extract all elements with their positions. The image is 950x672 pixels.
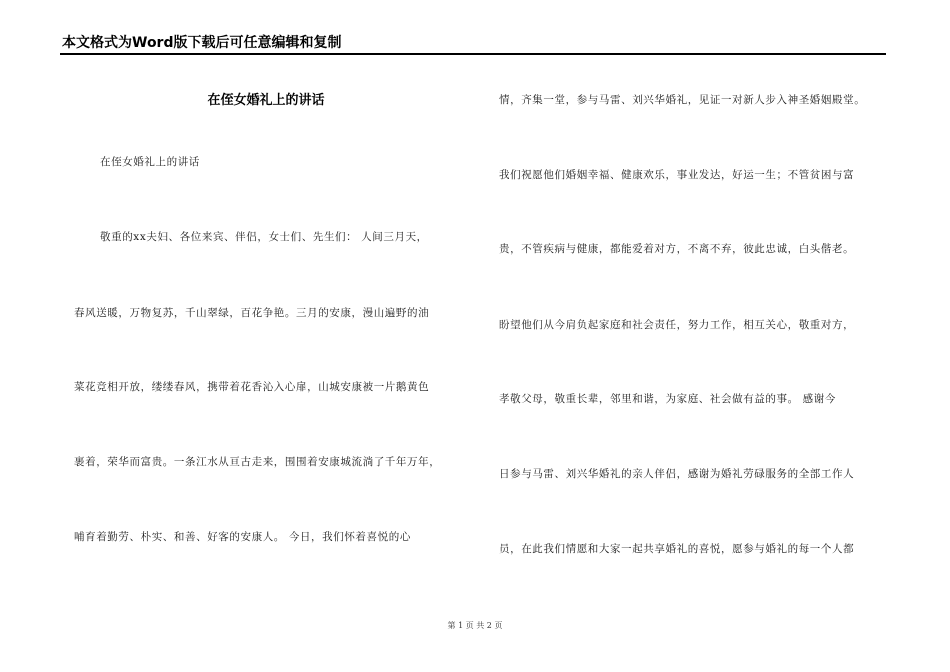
right-paragraph-line: 员，在此我们情愿和大家一起共享婚礼的喜悦，愿参与婚礼的每一个人都 — [499, 543, 855, 555]
right-paragraph-line: 孝敬父母，敬重长辈，邻里和谐，为家庭、社会做有益的事。 感谢今 — [499, 393, 836, 405]
right-paragraph-line: 情，齐集一堂，参与马雷、刘兴华婚礼，见证一对新人步入神圣婚姻殿堂。 — [499, 94, 866, 106]
right-paragraph-line: 日参与马雷、刘兴华婚礼的亲人伴侣，感谢为婚礼劳碌服务的全部工作人 — [499, 468, 855, 480]
document-title: 在侄女婚礼上的讲话 — [207, 93, 325, 108]
page-header-title: 本文格式为Word版下载后可任意编辑和复制 — [62, 35, 342, 51]
left-paragraph-line: 菜花竞相开放，缕缕春风，携带着花香沁入心扉，山城安康被一片鹅黄色 — [74, 381, 430, 393]
left-paragraph-line: 哺育着勤劳、朴实、和善、好客的安康人。 今日，我们怀着喜悦的心 — [74, 531, 411, 543]
right-paragraph-line: 我们祝愿他们婚姻幸福、健康欢乐，事业发达，好运一生；不管贫困与富 — [499, 169, 855, 181]
left-paragraph-line: 在侄女婚礼上的讲话 — [100, 156, 200, 168]
right-paragraph-line: 盼望他们从今肩负起家庭和社会责任，努力工作，相互关心，敬重对方， — [499, 319, 855, 331]
header-divider — [60, 53, 886, 55]
left-paragraph-line: 裹着，荣华而富贵。一条江水从亘古走来，围围着安康城流淌了千年万年， — [74, 456, 441, 468]
left-paragraph-line: 春风送暖，万物复苏，千山翠绿，百花争艳。三月的安康，漫山遍野的油 — [74, 307, 430, 319]
left-paragraph-line: 敬重的xx夫妇、各位来宾、伴侣，女士们、先生们： 人间三月天， — [100, 231, 428, 243]
right-paragraph-line: 贵，不管疾病与健康，都能爱着对方，不离不弃，彼此忠诚，白头偕老。 — [499, 243, 855, 255]
page-number-footer: 第 1 页 共 2 页 — [447, 621, 503, 630]
